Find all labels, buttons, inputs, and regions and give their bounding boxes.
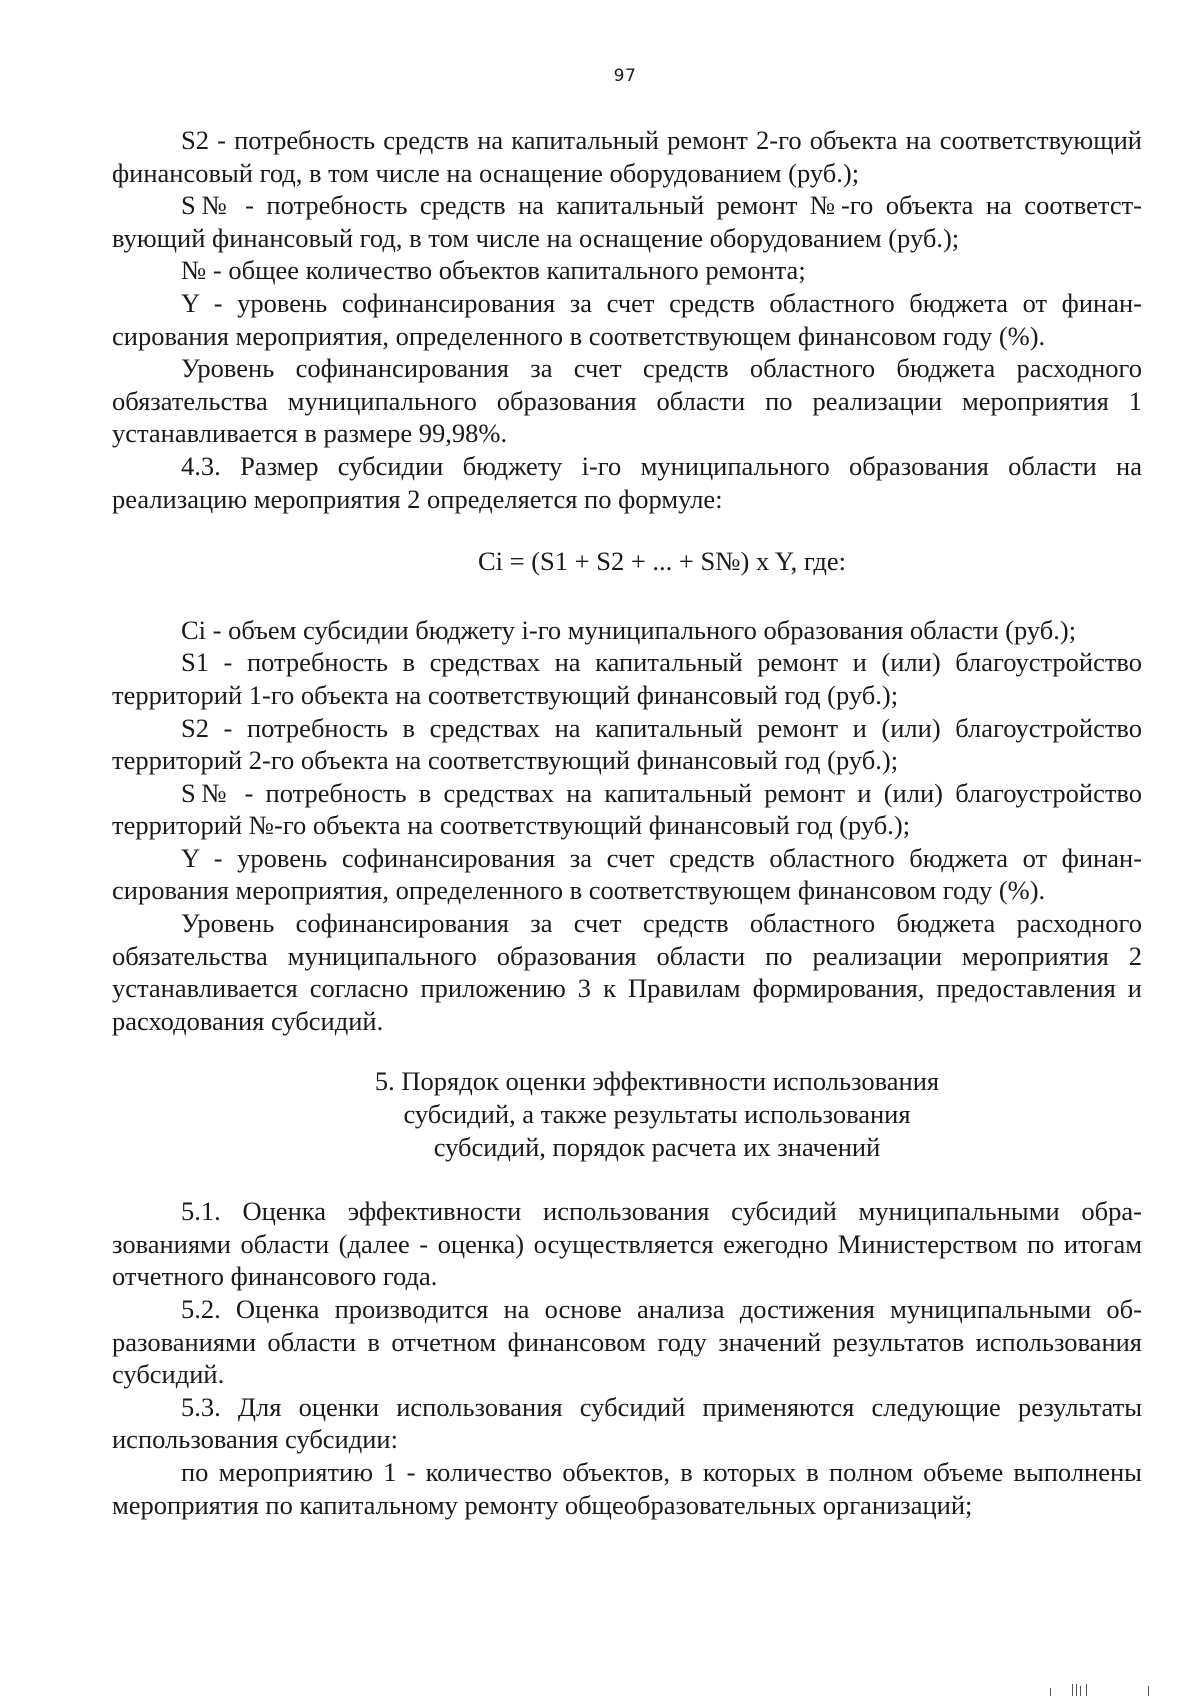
paragraph-4-3: 4.3. Размер субсидии бюджету i-го муниципального образования области на реализацию мероприятия 2 определяется по формуле:: [112, 450, 1142, 514]
paragraph-5-1: 5.1. Оценка эффективности использования субсидий муниципальными образованиями области (далее - оценка) осуществляется ежегодно Министерством по итогам отчетного финансового года.: [112, 1196, 1142, 1292]
paragraph-s2-definition-2: S2 - потребность в средствах на капитальный ремонт и (или) благоустройство территорий 2-го объекта на соответствующий финансовый год (руб.);: [112, 712, 1142, 776]
section-title-line: 5. Порядок оценки эффективности использования: [374, 1066, 940, 1097]
section-title: [112, 1065, 1142, 1163]
paragraph-cofinancing-level-1: Уровень софинансирования за счет средств областного бюджета расходного обязательства муниципального образования области по реализации мероприятия 1 устанавливается в размере 99,98%.: [112, 353, 1142, 449]
paragraph-ci-definition: Ci - объем субсидии бюджету i-го муниципального образования области (руб.);: [181, 614, 1077, 645]
paragraph-y-definition: Y - уровень софинансирования за счет средств областного бюджета от финансирования мероприятия, определенного в соответствующем финансовом году (%).: [112, 287, 1142, 351]
paragraph-5-2: 5.2. Оценка производится на основе анализа достижения муниципальными образованиями области в отчетном финансовом году значений результатов использования субсидий.: [112, 1294, 1142, 1390]
paragraph-s2-definition: S2 - потребность средств на капитальный ремонт 2-го объекта на соответствующий финансовый год, в том числе на оснащение оборудованием (руб.);: [112, 125, 1142, 188]
paragraph-cofinancing-level-2: Уровень софинансирования за счет средств областного бюджета расходного обязательства муниципального образования области по реализации мероприятия 2 устанавливается согласно приложению 3 к Правилам формирования, предоставления и расходования субсидий.: [112, 908, 1142, 1036]
paragraph-n-definition: № - общее количество объектов капитального ремонта;: [181, 255, 806, 286]
page-number: 97: [613, 66, 637, 86]
formula: Ci = (S1 + S2 + ... + S№) x Y, где:: [478, 546, 846, 577]
document-body: [112, 124, 1142, 1521]
paragraph-5-3: 5.3. Для оценки использования субсидий применяются следующие результаты использования субсидии:: [112, 1391, 1142, 1455]
paragraph-s1-definition: S1 - потребность в средствах на капитальный ремонт и (или) благоустройство территорий 1-го объекта на соответствующий финансовый год (руб.);: [112, 647, 1142, 710]
section-title-line: субсидий, порядок расчета их значений: [433, 1131, 881, 1162]
scan-artifact-marks: [1030, 1682, 1180, 1696]
section-title-line: субсидий, а также результаты использования: [403, 1099, 911, 1130]
paragraph-sn-definition-2: S№ - потребность в средствах на капитальный ремонт и (или) благоустройство территорий №-го объекта на соответствующий финансовый год (руб.);: [112, 777, 1142, 841]
paragraph-sn-definition: S№ - потребность средств на капитальный ремонт №-го объекта на соответствующий финансовый год, в том числе на оснащение оборудованием (руб.);: [112, 190, 1142, 253]
paragraph-measure-1-result: по мероприятию 1 - количество объектов, в которых в полном объеме выполнены мероприятия по капитальному ремонту общеобразовательных организаций;: [112, 1456, 1142, 1520]
paragraph-y-definition-2: Y - уровень софинансирования за счет средств областного бюджета от финансирования мероприятия, определенного в соответствующем финансовом году (%).: [112, 842, 1142, 906]
